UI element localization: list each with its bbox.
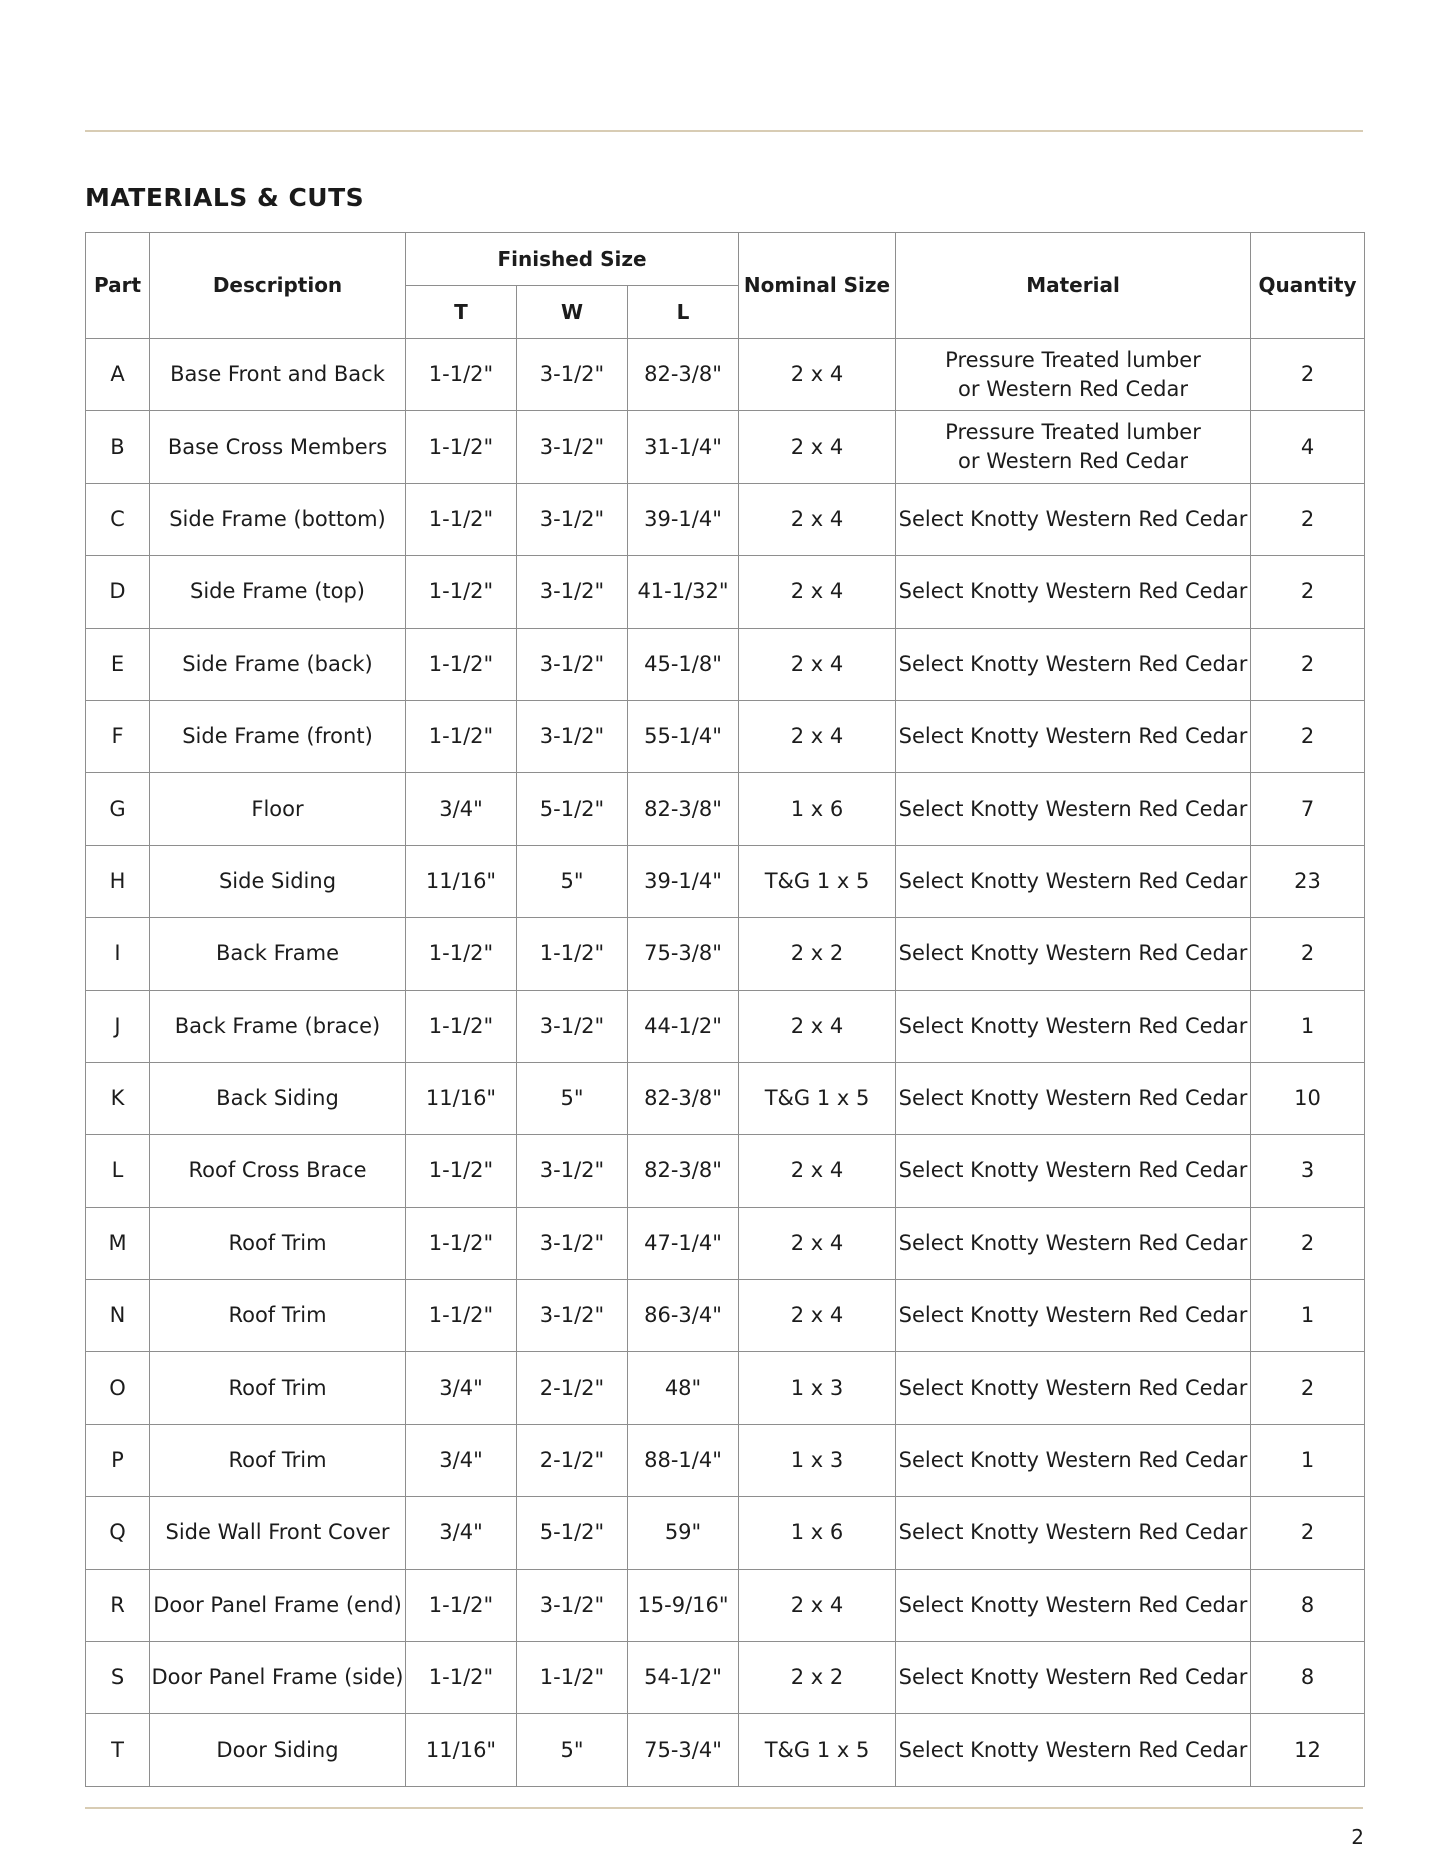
cell-quantity: 10 [1251,1062,1365,1134]
cell-length: 82-3/8" [628,1062,739,1134]
cell-quantity: 2 [1251,339,1365,411]
cell-length: 59" [628,1497,739,1569]
cell-thickness: 1-1/2" [406,1569,517,1641]
header-width: W [517,286,628,339]
top-divider [85,130,1363,132]
cell-part: G [86,773,150,845]
cell-material: Select Knotty Western Red Cedar [896,1497,1251,1569]
cell-quantity: 7 [1251,773,1365,845]
header-length: L [628,286,739,339]
table-row [86,1424,1365,1496]
cell-material: Select Knotty Western Red Cedar [896,628,1251,700]
cell-material: Select Knotty Western Red Cedar [896,556,1251,628]
cell-thickness: 3/4" [406,1424,517,1496]
cell-nominal: 2 x 4 [739,556,896,628]
table-row [86,773,1365,845]
cell-part: M [86,1207,150,1279]
cell-thickness: 3/4" [406,773,517,845]
table-row [86,483,1365,555]
table-row [86,1497,1365,1569]
cell-part: L [86,1135,150,1207]
table-row [86,1280,1365,1352]
cell-nominal: 2 x 4 [739,339,896,411]
header-finished-size: Finished Size [406,233,739,286]
cell-description: Roof Trim [150,1424,406,1496]
cell-part: C [86,483,150,555]
cell-part: R [86,1569,150,1641]
table-row [86,411,1365,483]
cell-material: Select Knotty Western Red Cedar [896,1642,1251,1714]
cell-description: Side Wall Front Cover [150,1497,406,1569]
cell-width: 3-1/2" [517,990,628,1062]
cell-nominal: 2 x 4 [739,411,896,483]
cell-quantity: 2 [1251,1352,1365,1424]
bottom-divider [85,1807,1363,1809]
table-row [86,1062,1365,1134]
cell-material: Select Knotty Western Red Cedar [896,773,1251,845]
cell-length: 44-1/2" [628,990,739,1062]
cell-nominal: T&G 1 x 5 [739,845,896,917]
cell-length: 82-3/8" [628,1135,739,1207]
table-row [86,1352,1365,1424]
cell-material [896,411,1251,483]
cell-description: Base Front and Back [150,339,406,411]
cell-material: Select Knotty Western Red Cedar [896,1207,1251,1279]
cell-thickness: 1-1/2" [406,339,517,411]
cell-material: Select Knotty Western Red Cedar [896,1714,1251,1786]
cell-width: 3-1/2" [517,1207,628,1279]
cell-part: A [86,339,150,411]
cell-part: S [86,1642,150,1714]
cell-length: 39-1/4" [628,483,739,555]
cell-length: 82-3/8" [628,339,739,411]
cell-part: J [86,990,150,1062]
cell-part: F [86,700,150,772]
cell-material: Select Knotty Western Red Cedar [896,1569,1251,1641]
cell-thickness: 1-1/2" [406,628,517,700]
cell-width: 3-1/2" [517,339,628,411]
cell-part: N [86,1280,150,1352]
cell-nominal: 2 x 2 [739,918,896,990]
cell-quantity: 4 [1251,411,1365,483]
cell-nominal: 2 x 4 [739,628,896,700]
cell-quantity: 2 [1251,1207,1365,1279]
cell-quantity: 1 [1251,1424,1365,1496]
cell-material: Select Knotty Western Red Cedar [896,1352,1251,1424]
cell-nominal: T&G 1 x 5 [739,1062,896,1134]
cell-width: 5" [517,1714,628,1786]
cell-part: T [86,1714,150,1786]
cell-part: H [86,845,150,917]
cell-quantity: 2 [1251,556,1365,628]
table-row [86,339,1365,411]
cell-quantity: 3 [1251,1135,1365,1207]
cell-width: 5" [517,845,628,917]
cell-width: 1-1/2" [517,1642,628,1714]
cell-length: 82-3/8" [628,773,739,845]
cell-description: Floor [150,773,406,845]
cell-description: Base Cross Members [150,411,406,483]
cell-quantity: 2 [1251,628,1365,700]
cell-width: 3-1/2" [517,483,628,555]
cell-width: 3-1/2" [517,628,628,700]
cell-width: 3-1/2" [517,1135,628,1207]
cell-thickness: 1-1/2" [406,1207,517,1279]
cell-nominal: T&G 1 x 5 [739,1714,896,1786]
cell-description: Back Frame [150,918,406,990]
cell-thickness: 3/4" [406,1497,517,1569]
cell-nominal: 2 x 4 [739,1135,896,1207]
cell-length: 48" [628,1352,739,1424]
table-row [86,1714,1365,1786]
cell-material: Select Knotty Western Red Cedar [896,1280,1251,1352]
cell-nominal: 2 x 4 [739,483,896,555]
cell-length: 47-1/4" [628,1207,739,1279]
cell-description: Back Siding [150,1062,406,1134]
cell-description: Side Siding [150,845,406,917]
cell-description: Side Frame (bottom) [150,483,406,555]
cell-part: B [86,411,150,483]
table-row [86,1207,1365,1279]
cell-thickness: 1-1/2" [406,483,517,555]
cell-quantity: 1 [1251,1280,1365,1352]
cell-length: 31-1/4" [628,411,739,483]
cell-width: 5-1/2" [517,1497,628,1569]
cell-width: 3-1/2" [517,1280,628,1352]
table-row [86,556,1365,628]
table-row [86,1569,1365,1641]
header-nominal-size: Nominal Size [739,233,896,339]
table-row [86,700,1365,772]
header-part: Part [86,233,150,339]
table-row [86,628,1365,700]
cell-length: 88-1/4" [628,1424,739,1496]
header-quantity: Quantity [1251,233,1365,339]
cell-length: 45-1/8" [628,628,739,700]
cell-material: Select Knotty Western Red Cedar [896,1062,1251,1134]
cell-description: Back Frame (brace) [150,990,406,1062]
cell-quantity: 2 [1251,483,1365,555]
cell-material: Select Knotty Western Red Cedar [896,845,1251,917]
cell-length: 39-1/4" [628,845,739,917]
cell-description: Roof Trim [150,1207,406,1279]
material-line: Pressure Treated lumber [945,347,1201,372]
cell-nominal: 2 x 4 [739,1207,896,1279]
cell-part: K [86,1062,150,1134]
table-row [86,918,1365,990]
cell-material: Select Knotty Western Red Cedar [896,990,1251,1062]
cell-description: Door Panel Frame (end) [150,1569,406,1641]
cell-nominal: 1 x 3 [739,1352,896,1424]
cell-part: P [86,1424,150,1496]
header-thickness: T [406,286,517,339]
cell-width: 1-1/2" [517,918,628,990]
cell-material: Select Knotty Western Red Cedar [896,918,1251,990]
cell-quantity: 1 [1251,990,1365,1062]
cell-part: Q [86,1497,150,1569]
table-row [86,1135,1365,1207]
cell-thickness: 1-1/2" [406,700,517,772]
cell-quantity: 2 [1251,918,1365,990]
cell-length: 75-3/4" [628,1714,739,1786]
cell-thickness: 11/16" [406,845,517,917]
table-row [86,1642,1365,1714]
material-line: or Western Red Cedar [958,449,1188,474]
cell-width: 3-1/2" [517,1569,628,1641]
cell-quantity: 2 [1251,1497,1365,1569]
header-material: Material [896,233,1251,339]
cell-length: 75-3/8" [628,918,739,990]
cell-thickness: 1-1/2" [406,1642,517,1714]
cell-material [896,339,1251,411]
cell-quantity: 23 [1251,845,1365,917]
cell-width: 3-1/2" [517,411,628,483]
cell-length: 86-3/4" [628,1280,739,1352]
cell-description: Side Frame (back) [150,628,406,700]
cell-material: Select Knotty Western Red Cedar [896,1424,1251,1496]
cell-width: 3-1/2" [517,556,628,628]
section-title: MATERIALS & CUTS [85,183,365,212]
cell-nominal: 1 x 3 [739,1424,896,1496]
cell-length: 55-1/4" [628,700,739,772]
cell-nominal: 2 x 4 [739,990,896,1062]
cell-material: Select Knotty Western Red Cedar [896,483,1251,555]
cell-part: E [86,628,150,700]
cell-description: Roof Cross Brace [150,1135,406,1207]
cell-material: Select Knotty Western Red Cedar [896,700,1251,772]
cell-quantity: 8 [1251,1569,1365,1641]
cell-thickness: 1-1/2" [406,411,517,483]
cell-width: 5" [517,1062,628,1134]
cell-width: 2-1/2" [517,1424,628,1496]
cell-width: 5-1/2" [517,773,628,845]
header-description: Description [150,233,406,339]
cell-thickness: 11/16" [406,1714,517,1786]
cell-quantity: 2 [1251,700,1365,772]
cell-description: Door Siding [150,1714,406,1786]
cell-part: I [86,918,150,990]
cell-quantity: 12 [1251,1714,1365,1786]
cell-thickness: 1-1/2" [406,1135,517,1207]
cell-length: 41-1/32" [628,556,739,628]
materials-cuts-table [85,232,1365,1787]
cell-description: Roof Trim [150,1280,406,1352]
cell-quantity: 8 [1251,1642,1365,1714]
cell-thickness: 1-1/2" [406,990,517,1062]
cell-material: Select Knotty Western Red Cedar [896,1135,1251,1207]
cell-description: Door Panel Frame (side) [150,1642,406,1714]
cell-description: Roof Trim [150,1352,406,1424]
cell-thickness: 3/4" [406,1352,517,1424]
cell-part: D [86,556,150,628]
cell-thickness: 1-1/2" [406,556,517,628]
cell-nominal: 1 x 6 [739,773,896,845]
table-row [86,845,1365,917]
material-line: Pressure Treated lumber [945,420,1201,445]
cell-description: Side Frame (front) [150,700,406,772]
cell-thickness: 11/16" [406,1062,517,1134]
cell-thickness: 1-1/2" [406,918,517,990]
table-row [86,990,1365,1062]
table-body [86,339,1365,1787]
cell-part: O [86,1352,150,1424]
cell-nominal: 1 x 6 [739,1497,896,1569]
material-line: or Western Red Cedar [958,376,1188,401]
cell-nominal: 2 x 2 [739,1642,896,1714]
page-number: 2 [1351,1825,1364,1849]
cell-nominal: 2 x 4 [739,1569,896,1641]
cell-nominal: 2 x 4 [739,1280,896,1352]
cell-description: Side Frame (top) [150,556,406,628]
cell-width: 3-1/2" [517,700,628,772]
cell-length: 15-9/16" [628,1569,739,1641]
cell-length: 54-1/2" [628,1642,739,1714]
cell-thickness: 1-1/2" [406,1280,517,1352]
cell-nominal: 2 x 4 [739,700,896,772]
cell-width: 2-1/2" [517,1352,628,1424]
